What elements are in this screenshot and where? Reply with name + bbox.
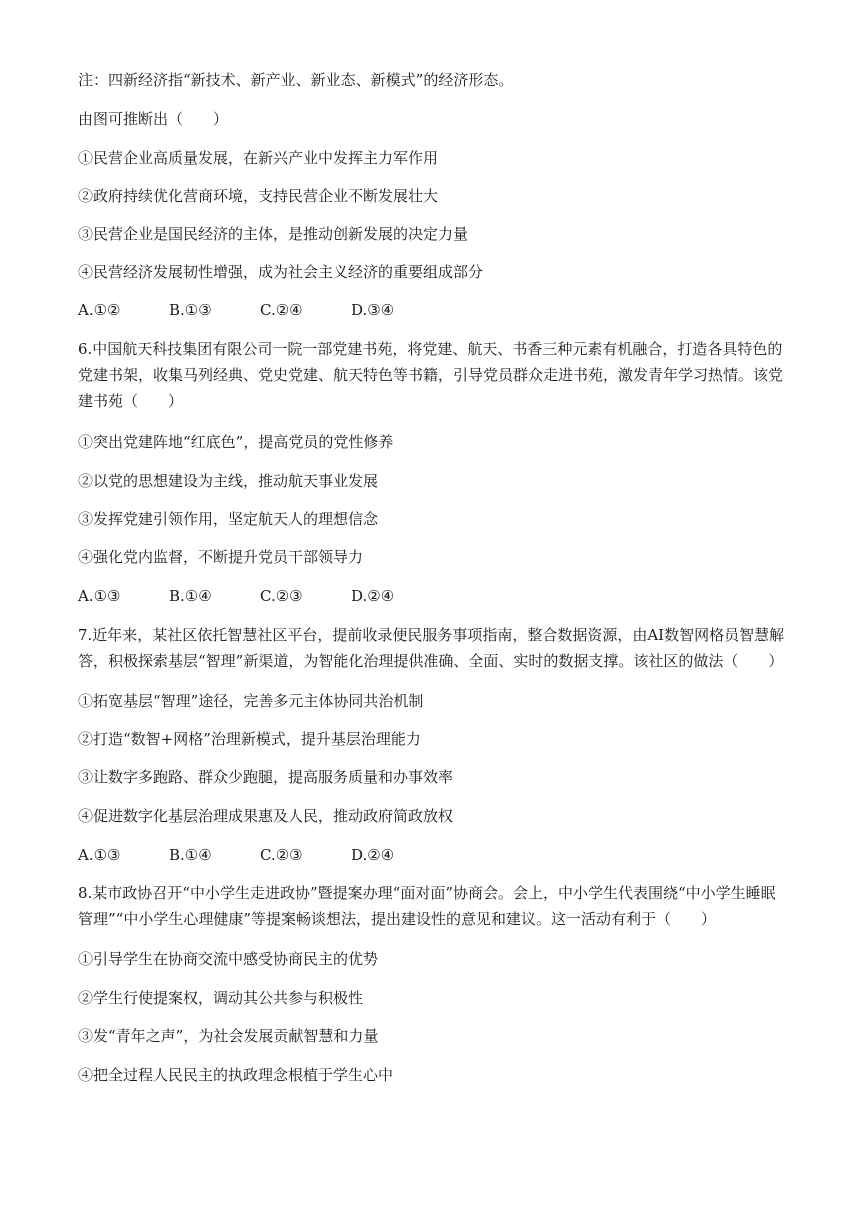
q7-option-4: ④促进数字化基层治理成果惠及人民，推动政府简政放权 xyxy=(78,807,454,825)
q5-option-4: ④民营经济发展韧性增强，成为社会主义经济的重要组成部分 xyxy=(78,263,484,281)
q5-choice-d: D.③④ xyxy=(351,301,395,319)
q8-option-4: ④把全过程人民民主的执政理念根植于学生心中 xyxy=(78,1066,394,1084)
q8-option-2: ②学生行使提案权，调动其公共参与积极性 xyxy=(78,989,364,1007)
q5-choices xyxy=(78,300,442,320)
q7-option-3: ③让数字多跑路、群众少跑腿，提高服务质量和办事效率 xyxy=(78,768,454,786)
q5-choice-a: A.①② xyxy=(78,301,121,319)
q8-option-3: ③发“青年之声”，为社会发展贡献智慧和力量 xyxy=(78,1027,379,1045)
q7-choice-a: A.①③ xyxy=(78,846,121,864)
q5-choice-c: C.②④ xyxy=(260,301,303,319)
q7-option-1: ①拓宽基层“智理”途径，完善多元主体协同共治机制 xyxy=(78,692,424,710)
q5-option-1: ①民营企业高质量发展，在新兴产业中发挥主力军作用 xyxy=(78,149,439,167)
q6-choice-b: B.①④ xyxy=(169,587,212,605)
q5-option-2: ②政府持续优化营商环境，支持民营企业不断发展壮大 xyxy=(78,187,439,205)
question-8-stem: 8.某市政协召开“中小学生走进政协”暨提案办理“面对面”协商会。会上，中小学生代表围绕“中小学生睡眠管理”“中小学生心理健康”等提案畅谈想法，提出建设性的意见和建议。这一活动有利于（ ） xyxy=(78,884,776,928)
note-text: 注：四新经济指“新技术、新产业、新业态、新模式”的经济形态。 xyxy=(78,71,514,89)
q5-option-3: ③民营企业是国民经济的主体，是推动创新发展的决定力量 xyxy=(78,225,469,243)
q7-choices xyxy=(78,845,442,865)
q6-choices xyxy=(78,586,442,606)
q7-option-2: ②打造“数智+网格”治理新模式，提升基层治理能力 xyxy=(78,730,421,748)
q6-choice-a: A.①③ xyxy=(78,587,121,605)
question-7-stem: 7.近年来，某社区依托智慧社区平台，提前收录便民服务事项指南，整合数据资源，由AI数智网格员智慧解答，积极探索基层“智理”新渠道，为智能化治理提供准确、全面、实时的数据支撑。该社区的做法（ ） xyxy=(78,626,785,670)
q6-choice-c: C.②③ xyxy=(260,587,303,605)
q5-choice-b: B.①③ xyxy=(169,301,212,319)
q6-option-2: ②以党的思想建设为主线，推动航天事业发展 xyxy=(78,472,379,490)
question-5-stem: 由图可推断出（ ） xyxy=(78,110,229,128)
q6-choice-d: D.②④ xyxy=(351,587,395,605)
q8-option-1: ①引导学生在协商交流中感受协商民主的优势 xyxy=(78,950,379,968)
q6-option-1: ①突出党建阵地“红底色”，提高党员的党性修养 xyxy=(78,433,394,451)
q7-choice-b: B.①④ xyxy=(169,846,212,864)
q6-option-3: ③发挥党建引领作用，坚定航天人的理想信念 xyxy=(78,510,379,528)
q6-option-4: ④强化党内监督，不断提升党员干部领导力 xyxy=(78,548,364,566)
q7-choice-c: C.②③ xyxy=(260,846,303,864)
q7-choice-d: D.②④ xyxy=(351,846,395,864)
question-6-stem: 6.中国航天科技集团有限公司一院一部党建书苑，将党建、航天、书香三种元素有机融合，打造各具特色的党建书架，收集马列经典、党史党建、航天特色等书籍，引导党员群众走进书苑，激发青年学习热情。该党建书苑（ ） xyxy=(78,340,784,410)
